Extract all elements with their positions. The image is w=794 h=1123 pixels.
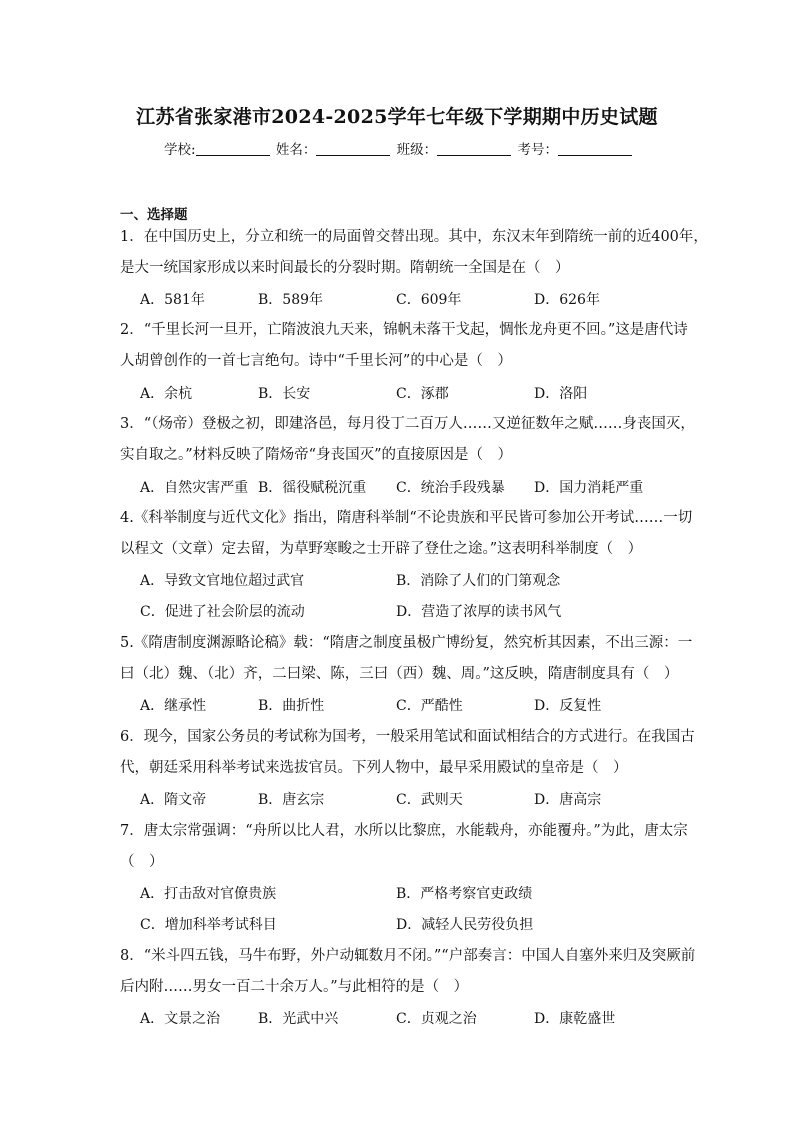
option-a[interactable]: A．自然灾害严重: [140, 480, 249, 496]
option-d[interactable]: D．营造了浓厚的读书风气: [396, 604, 562, 620]
school-label: 学校:: [164, 142, 196, 158]
question-line: 是大一统国家形成以来时间最长的分裂时期。隋朝统一全国是在（ ）: [120, 259, 570, 276]
question-line: 5.《隋唐制度渊源略论稿》载：“隋唐之制度虽极广博纷复，然究析其因素，不出三源：一: [120, 635, 693, 651]
option-b[interactable]: B．曲折性: [258, 698, 325, 714]
options-1: [140, 289, 680, 311]
option-c[interactable]: C．严酷性: [396, 698, 463, 714]
question-line: 人胡曾创作的一首七言绝句。诗中“千里长河”的中心是（ ）: [120, 352, 512, 369]
options-2: [140, 383, 680, 405]
option-a[interactable]: A．余杭: [140, 386, 193, 402]
option-a[interactable]: A．隋文帝: [140, 792, 207, 808]
question-line: 2．“千里长河一旦开，亡隋波浪九天来，锦帆未落干戈起，惆怅龙舟更不回。”这是唐代诗: [120, 322, 688, 338]
question-4: [120, 503, 693, 564]
option-c[interactable]: C．统治手段残暴: [396, 480, 505, 496]
option-b[interactable]: B．589年: [258, 292, 324, 308]
option-c[interactable]: C．武则天: [396, 792, 463, 808]
option-c[interactable]: C．609年: [396, 292, 462, 308]
question-line: 后内附……男女一百二十余万人。”与此相符的是（ ）: [120, 978, 469, 995]
question-line: （ ）: [120, 853, 164, 870]
class-blank[interactable]: [437, 141, 511, 156]
question-line: 4.《科举制度与近代文化》指出，隋唐科举制“不论贵族和平民皆可参加公开考试……一切: [120, 510, 693, 526]
question-line: 代，朝廷采用科举考试来选拔官员。下列人物中，最早采用殿试的皇帝是（ ）: [120, 759, 628, 776]
option-b[interactable]: B．消除了人们的门第观念: [396, 573, 561, 589]
options-6: [140, 789, 680, 811]
question-line: 7．唐太宗常强调：“舟所以比人君，水所以比黎庶，水能载舟，亦能覆舟。”为此，唐太宗: [120, 823, 688, 839]
class-label: 班级：: [396, 142, 438, 158]
option-b[interactable]: B．徭役赋税沉重: [258, 480, 367, 496]
option-d[interactable]: D．唐高宗: [534, 792, 602, 808]
student-info-row: [164, 138, 634, 158]
exam-title: 江苏省张家港市2024-2025学年七年级下学期期中历史试题: [136, 106, 658, 128]
options-5: [140, 695, 680, 717]
question-3: [120, 409, 695, 470]
option-d[interactable]: D．国力消耗严重: [534, 480, 644, 496]
option-b[interactable]: B．严格考察官吏政绩: [396, 886, 533, 902]
question-line: 3．“（炀帝）登极之初，即建洛邑，每月役丁二百万人……又逆征数年之赋……身丧国灭，: [120, 416, 695, 432]
question-line: 6．现今，国家公务员的考试称为国考，一般采用笔试和面试相结合的方式进行。在我国古: [120, 729, 695, 745]
school-blank[interactable]: [196, 141, 270, 156]
option-a[interactable]: A．581年: [140, 292, 205, 308]
option-d[interactable]: D．减轻人民劳役负担: [396, 917, 534, 933]
question-line: 曰（北）魏、（北）齐，二曰梁、陈，三曰（西）魏、周。”这反映，隋唐制度具有（ ）: [120, 665, 679, 682]
exam-number-blank[interactable]: [558, 141, 632, 156]
option-b[interactable]: B．光武中兴: [258, 1011, 339, 1027]
option-c[interactable]: C．促进了社会阶层的流动: [140, 604, 305, 620]
name-blank[interactable]: [316, 141, 390, 156]
options-8: [140, 1008, 680, 1030]
question-line: 以程文（文章）定去留，为草野寒畯之士开辟了登仕之途。”这表明科举制度（ ）: [120, 540, 643, 557]
option-d[interactable]: D．反复性: [534, 698, 602, 714]
question-1: [120, 222, 708, 283]
option-c[interactable]: C．增加科举考试科目: [140, 917, 277, 933]
name-label: 姓名：: [275, 142, 317, 158]
question-5: [120, 628, 693, 689]
options-7b: [140, 914, 680, 936]
question-2: [120, 315, 688, 376]
option-b[interactable]: B．长安: [258, 386, 311, 402]
question-6: [120, 722, 695, 783]
question-line: 1．在中国历史上，分立和统一的局面曾交替出现。其中，东汉末年到隋统一前的近400年，: [120, 229, 708, 245]
option-a[interactable]: A．打击敌对官僚贵族: [140, 886, 277, 902]
option-a[interactable]: A．继承性: [140, 698, 207, 714]
option-d[interactable]: D．洛阳: [534, 386, 588, 402]
options-3: [140, 477, 680, 499]
options-4a: [140, 570, 680, 592]
options-4b: [140, 601, 680, 623]
option-d[interactable]: D．康乾盛世: [534, 1011, 616, 1027]
option-a[interactable]: A．导致文官地位超过武官: [140, 573, 305, 589]
question-line: 8．“米斗四五钱，马牛布野，外户动辄数月不闭。”“户部奏言：中国人自塞外来归及突厥前: [120, 948, 696, 964]
option-c[interactable]: C．贞观之治: [396, 1011, 477, 1027]
exam-number-label: 考号：: [517, 142, 558, 158]
option-b[interactable]: B．唐玄宗: [258, 792, 325, 808]
question-7: [120, 816, 688, 877]
section-heading: 一、选择题: [120, 207, 188, 223]
option-c[interactable]: C．涿郡: [396, 386, 449, 402]
question-line: 实自取之。”材料反映了隋炀帝“身丧国灭”的直接原因是（ ）: [120, 446, 512, 463]
option-a[interactable]: A．文景之治: [140, 1011, 221, 1027]
options-7a: [140, 883, 680, 905]
option-d[interactable]: D．626年: [534, 292, 600, 308]
question-8: [120, 941, 696, 1002]
